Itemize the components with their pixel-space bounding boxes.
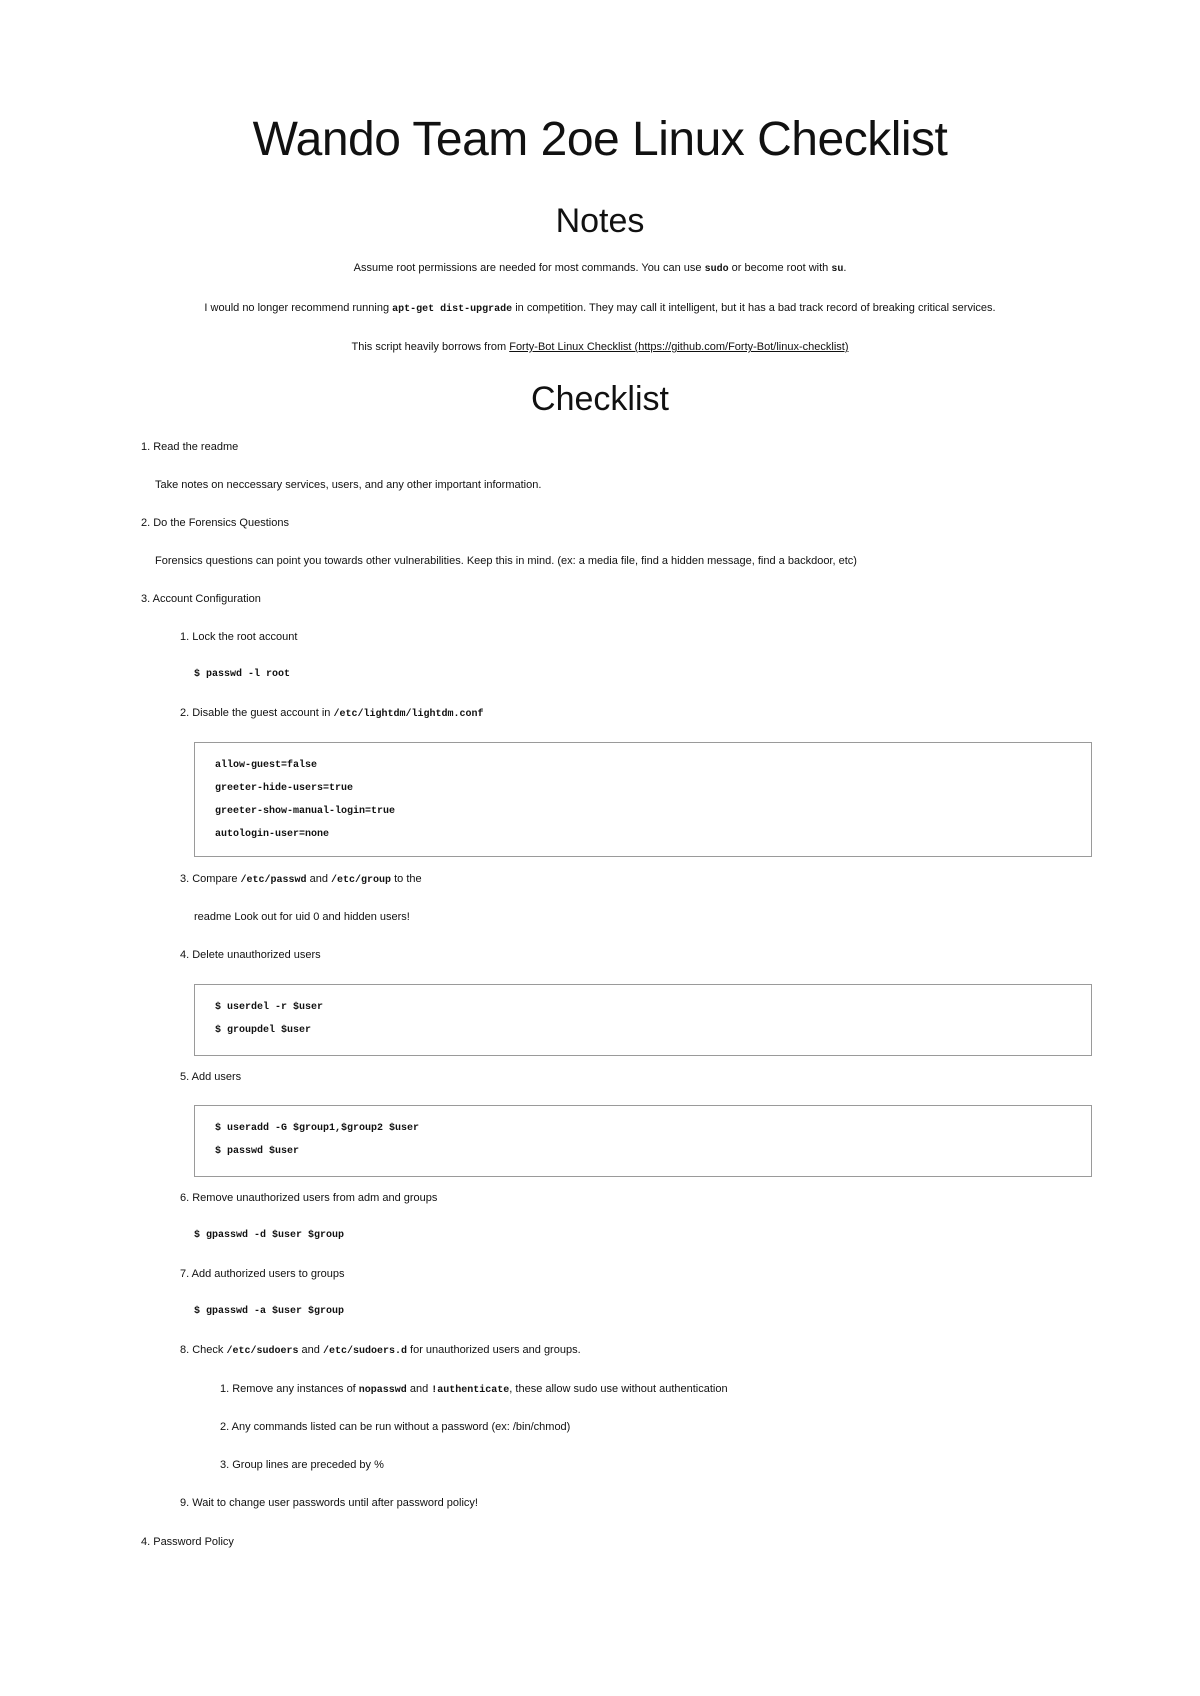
subitem-check-sudoers: 8. Check /etc/sudoers and /etc/sudoers.d for unauthorized users and groups. bbox=[180, 1344, 581, 1357]
code-line: $ passwd $user bbox=[215, 1146, 300, 1157]
code-lock-root: $ passwd -l root bbox=[194, 669, 291, 680]
inline-code-lightdm-conf: /etc/lightdm/lightdm.conf bbox=[333, 709, 484, 720]
sudoers-remove-nopasswd: 1. Remove any instances of nopasswd and !authenticate, these allow sudo use without authentication bbox=[220, 1383, 728, 1396]
code-line: $ groupdel $user bbox=[215, 1025, 312, 1036]
inline-code-etc-group: /etc/group bbox=[331, 875, 392, 886]
subitem-remove-unauthorized-from-groups: 6. Remove unauthorized users from adm and groups bbox=[180, 1192, 438, 1204]
notes-root-permissions: Assume root permissions are needed for most commands. You can use sudo or become root with su. bbox=[353, 262, 847, 275]
item-password-policy: 4. Password Policy bbox=[141, 1536, 234, 1548]
item-account-configuration: 3. Account Configuration bbox=[141, 593, 261, 605]
code-block-lightdm bbox=[194, 742, 1092, 857]
subitem-delete-users: 4. Delete unauthorized users bbox=[180, 949, 321, 961]
code-line: autologin-user=none bbox=[215, 829, 330, 840]
code-line: greeter-hide-users=true bbox=[215, 783, 354, 794]
inline-code-sudo: sudo bbox=[704, 264, 729, 275]
subitem-compare-passwd-group: 3. Compare /etc/passwd and /etc/group to the bbox=[180, 873, 422, 886]
code-gpasswd-add: $ gpasswd -a $user $group bbox=[194, 1306, 345, 1317]
notes-dist-upgrade-warning: I would no longer recommend running apt-get dist-upgrade in competition. They may call it intelligent, but it has a bad track record of breaking critical services. bbox=[204, 302, 996, 315]
inline-code-etc-sudoers: /etc/sudoers bbox=[226, 1346, 299, 1357]
forty-bot-checklist-link[interactable]: Forty-Bot Linux Checklist (https://github.com/Forty-Bot/linux-checklist) bbox=[509, 341, 849, 353]
subitem-lock-root: 1. Lock the root account bbox=[180, 631, 298, 643]
code-line: allow-guest=false bbox=[215, 760, 318, 771]
subitem-add-users: 5. Add users bbox=[180, 1071, 242, 1083]
subitem-compare-note: readme Look out for uid 0 and hidden users! bbox=[194, 911, 410, 923]
inline-code-su: su bbox=[831, 264, 844, 275]
code-gpasswd-remove: $ gpasswd -d $user $group bbox=[194, 1230, 345, 1241]
code-line: $ useradd -G $group1,$group2 $user bbox=[215, 1123, 420, 1134]
item-read-readme: 1. Read the readme bbox=[141, 441, 239, 453]
code-line: greeter-show-manual-login=true bbox=[215, 806, 396, 817]
code-block-delete-users bbox=[194, 984, 1092, 1056]
inline-code-etc-passwd: /etc/passwd bbox=[240, 875, 307, 886]
notes-credits: This script heavily borrows from Forty-Bot Linux Checklist (https://github.com/Forty-Bot/linux-checklist) bbox=[351, 341, 849, 353]
item-forensics: 2. Do the Forensics Questions bbox=[141, 517, 289, 529]
subitem-disable-guest: 2. Disable the guest account in /etc/lightdm/lightdm.conf bbox=[180, 707, 484, 720]
checklist-heading: Checklist bbox=[531, 380, 669, 418]
item-forensics-body: Forensics questions can point you towards other vulnerabilities. Keep this in mind. (ex: a media file, find a hidden message, find a backdoor, etc) bbox=[155, 555, 857, 567]
item-read-readme-body: Take notes on neccessary services, users, and any other important information. bbox=[155, 479, 542, 491]
sudoers-group-lines-note: 3. Group lines are preceded by % bbox=[220, 1459, 384, 1471]
inline-code-dist-upgrade: apt-get dist-upgrade bbox=[392, 304, 513, 315]
inline-code-authenticate: !authenticate bbox=[431, 1385, 510, 1396]
subitem-add-authorized-to-groups: 7. Add authorized users to groups bbox=[180, 1268, 345, 1280]
inline-code-etc-sudoers-d: /etc/sudoers.d bbox=[322, 1346, 407, 1357]
inline-code-nopasswd: nopasswd bbox=[358, 1385, 407, 1396]
subitem-wait-password-policy: 9. Wait to change user passwords until after password policy! bbox=[180, 1497, 478, 1509]
notes-heading: Notes bbox=[555, 202, 645, 240]
code-block-add-users bbox=[194, 1105, 1092, 1177]
sudoers-commands-note: 2. Any commands listed can be run without a password (ex: /bin/chmod) bbox=[220, 1421, 571, 1433]
page-title: Wando Team 2oe Linux Checklist bbox=[252, 113, 948, 166]
code-line: $ userdel -r $user bbox=[215, 1002, 324, 1013]
